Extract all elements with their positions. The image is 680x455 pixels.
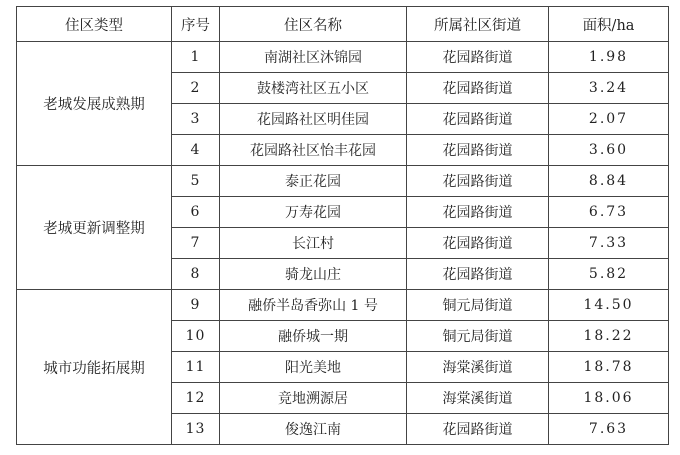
row-area: 18.22 — [549, 321, 669, 352]
group-label-renewal: 老城更新调整期 — [17, 166, 172, 290]
row-area: 7.33 — [549, 228, 669, 259]
row-name: 竞地溯源居 — [220, 383, 407, 414]
row-area: 6.73 — [549, 197, 669, 228]
row-street: 花园路街道 — [407, 197, 549, 228]
row-no: 8 — [172, 259, 220, 290]
row-street: 花园路街道 — [407, 73, 549, 104]
row-no: 10 — [172, 321, 220, 352]
row-name: 万寿花园 — [220, 197, 407, 228]
row-street: 花园路街道 — [407, 259, 549, 290]
row-area: 2.07 — [549, 104, 669, 135]
row-area: 3.60 — [549, 135, 669, 166]
row-area: 8.84 — [549, 166, 669, 197]
row-name: 泰正花园 — [220, 166, 407, 197]
row-no: 13 — [172, 414, 220, 445]
row-street: 花园路街道 — [407, 414, 549, 445]
row-no: 6 — [172, 197, 220, 228]
row-street: 铜元局街道 — [407, 321, 549, 352]
group-label-mature: 老城发展成熟期 — [17, 42, 172, 166]
row-no: 4 — [172, 135, 220, 166]
row-no: 3 — [172, 104, 220, 135]
row-area: 5.82 — [549, 259, 669, 290]
row-no: 9 — [172, 290, 220, 321]
table-row — [17, 290, 669, 321]
row-street: 海棠溪街道 — [407, 383, 549, 414]
row-name: 融侨城一期 — [220, 321, 407, 352]
table-row — [17, 166, 669, 197]
table-header — [17, 7, 669, 42]
row-area: 1.98 — [549, 42, 669, 73]
residential-area-table-container — [16, 6, 669, 445]
row-no: 1 — [172, 42, 220, 73]
residential-area-table — [16, 6, 669, 445]
row-street: 铜元局街道 — [407, 290, 549, 321]
header-row — [17, 7, 669, 42]
row-street: 花园路街道 — [407, 104, 549, 135]
row-no: 2 — [172, 73, 220, 104]
row-name: 长江村 — [220, 228, 407, 259]
row-name: 花园路社区怡丰花园 — [220, 135, 407, 166]
row-street: 花园路街道 — [407, 166, 549, 197]
row-name: 南湖社区沐锦园 — [220, 42, 407, 73]
table-body — [17, 42, 669, 445]
row-no: 5 — [172, 166, 220, 197]
header-no: 序号 — [172, 7, 220, 42]
header-street: 所属社区街道 — [407, 7, 549, 42]
table-row — [17, 42, 669, 73]
row-street: 花园路街道 — [407, 42, 549, 73]
row-area: 18.06 — [549, 383, 669, 414]
row-street: 花园路街道 — [407, 135, 549, 166]
row-area: 18.78 — [549, 352, 669, 383]
row-street: 花园路街道 — [407, 228, 549, 259]
group-label-expansion: 城市功能拓展期 — [17, 290, 172, 445]
row-street: 海棠溪街道 — [407, 352, 549, 383]
row-no: 12 — [172, 383, 220, 414]
row-area: 14.50 — [549, 290, 669, 321]
header-area: 面积/ha — [549, 7, 669, 42]
row-area: 7.63 — [549, 414, 669, 445]
row-name: 阳光美地 — [220, 352, 407, 383]
row-name: 融侨半岛香弥山 1 号 — [220, 290, 407, 321]
header-name: 住区名称 — [220, 7, 407, 42]
row-no: 7 — [172, 228, 220, 259]
row-name: 骑龙山庄 — [220, 259, 407, 290]
row-no: 11 — [172, 352, 220, 383]
row-area: 3.24 — [549, 73, 669, 104]
row-name: 花园路社区明佳园 — [220, 104, 407, 135]
row-name: 俊逸江南 — [220, 414, 407, 445]
row-name: 鼓楼湾社区五小区 — [220, 73, 407, 104]
header-type: 住区类型 — [17, 7, 172, 42]
